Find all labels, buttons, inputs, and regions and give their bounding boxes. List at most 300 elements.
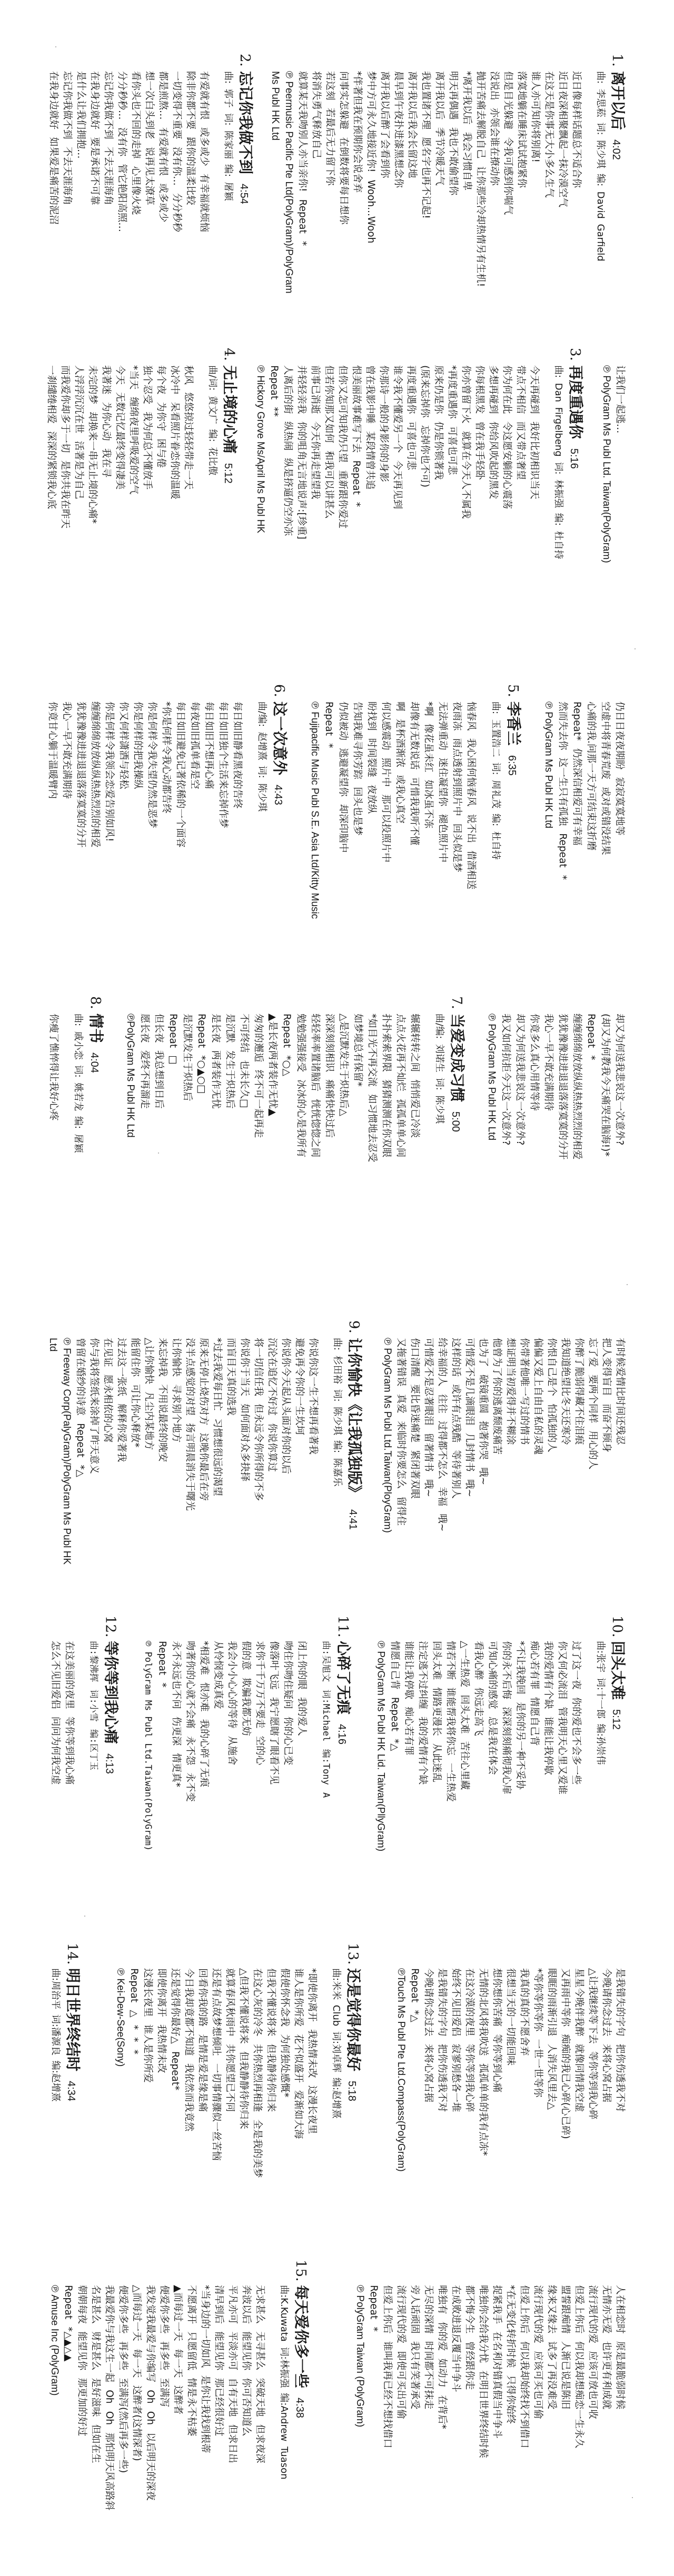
- lyric-line: 又拖著错误 真爱 来临时你要怎么 留得住: [395, 1338, 407, 1526]
- lyric-line: *啊 像花虽未红 如冰虽不冻: [423, 701, 434, 829]
- lyric-line: *当天 缠绵夜里呼吸爱的空气: [128, 365, 139, 495]
- track-number: 7.: [449, 996, 464, 1009]
- lyric-line: 谁人是你所爱 花不似盛开 爱渐如大海: [293, 1968, 304, 2139]
- lyric-line: 流行现代的爱 应该可放也可收: [587, 2285, 598, 2419]
- lyric-line: 过去这一张纸 解释你爱著我: [116, 1338, 127, 1462]
- lyric-line: 痴心若有罪 情愿自己背: [529, 1641, 540, 1746]
- song-heading: [62, 1943, 82, 2221]
- lyric-line: Repeat *: [586, 1014, 597, 1060]
- lyric-line: 你是何样令我领会恋爱告别如风!: [104, 701, 115, 842]
- publisher-credit: ℗ PolyGram Taiwan (PolyGram): [354, 2285, 365, 2428]
- lyric-line: 但爱上你后 谁叫我再已经不想找借口: [382, 2285, 393, 2449]
- lyric-line: 抛开苦痛去解脱自己 让你那些冷却热情另有生机!: [475, 71, 486, 287]
- song-title: 明日世界终结时: [64, 1968, 82, 2072]
- lyric-line: 我著迷 为你心动 我在寻: [101, 365, 112, 478]
- song-credits: 曲: 李思菘 词: 陈少琪 编: David Garfield: [595, 71, 606, 262]
- lyric-line: 这样的话 或许有点残酷 等待著别人: [450, 1338, 461, 1499]
- song-title: 还是觉得你最好: [345, 1968, 362, 2072]
- lyric-line: 你带著他唯一写过的情书: [519, 1338, 530, 1445]
- lyric-line: 但是目光躲避 令我可感到你喘气: [502, 71, 513, 215]
- song-duration: 5:12: [610, 1709, 622, 1730]
- lyric-line: 你说你这一生不想再看著我: [308, 1338, 319, 1455]
- lyric-line: 来忘掉我 不用说最终的晚安: [157, 1338, 168, 1462]
- lyric-line: 旁人话顽固 我只有笑著承受: [409, 2285, 420, 2410]
- song-8-continued-segment: [380, 1338, 627, 1590]
- lyric-line: Repeat *△: [409, 1968, 420, 2022]
- lyric-line: △而每过一天 每一天 这醉者(这情深者): [131, 2285, 142, 2461]
- lyric-line: Repeat *: [368, 2285, 379, 2332]
- lyric-line: 人在相恋时 原是最脆弱时候: [614, 2285, 626, 2410]
- lyric-line: 沉沦在追忆不好过 你说你算过: [266, 1338, 277, 1472]
- lyric-line: 你醉了脆弱得藏不住泪痕: [573, 1338, 584, 1445]
- song-credits: 曲/编: 刘诺生 词: 陈少琪: [434, 1014, 445, 1124]
- song-title: 忘记你我做不到: [237, 71, 254, 175]
- lyric-line: 每个夜 为你守 困与倦: [155, 365, 166, 468]
- lyric-line: 多想再碰到 你给风吹起的黑发: [488, 365, 499, 499]
- lyric-line: 今天 无数记忆最终变得凄美: [114, 365, 125, 490]
- lyric-line: Repeat *○△: [281, 1014, 292, 1076]
- lyric-line: 想证明当初爱得并不糊涂: [505, 1338, 516, 1445]
- lyric-line: 就算某天我吻别人亦当亲你! Repeat *: [297, 71, 308, 246]
- song-1-segment: [268, 54, 627, 324]
- lyric-line: 我又如何抗拒今天这一次意外?: [500, 1014, 511, 1146]
- lyric-line: 你为何在此 令这愿安躺的心震荡: [501, 365, 512, 509]
- track-number: 13.: [345, 1943, 361, 1965]
- lyric-line: 即使你离开 我热情未改: [156, 1968, 167, 2073]
- lyric-line: Repeat *: [156, 1641, 168, 1688]
- song-credits: 曲:K.Kuwata 词:林振强 编:Andrew Tuason: [279, 2285, 290, 2480]
- lyric-line: 是我错失的字句 把你伤透我不对: [437, 1968, 448, 2112]
- track-number: 3.: [567, 348, 583, 361]
- lyric-line: 能留住你 可让你心释放*: [130, 1338, 141, 1448]
- lyric-line: 你是何样的把我操纵: [132, 701, 143, 789]
- song-title: 情书: [87, 1014, 105, 1044]
- lyric-line: △但我不懂说将来 但我静静待你归来: [238, 1968, 249, 2129]
- publisher-credit: ℗ Fujipacific Music Publ S.E. Asia Ltd/Kitty Music: [309, 701, 320, 919]
- lyric-line: 晨早到午夜扑进漆黑想念你: [393, 71, 404, 188]
- lyric-line: 很想当天的一切能回味: [505, 1968, 516, 2066]
- lyric-line: 是沉默发生于炽热后: [182, 1014, 193, 1101]
- song-credits: 曲: 郭子 词: 陈家丽 编: 屠颖: [223, 71, 234, 201]
- lyric-line: 将消失勇气释放自己: [311, 71, 322, 159]
- lyric-line: 避免再令你的一生坎坷: [294, 1338, 305, 1436]
- lyric-line: 我最爱你与我这生一起 Oh Oh 那怕明天风高路斜: [104, 2285, 115, 2511]
- song-duration: 4:04: [88, 1053, 100, 1073]
- lyric-line: 分分秒秒… 没有你 管它艳阳高照…: [116, 71, 127, 232]
- song-heading: [447, 996, 466, 1266]
- song-heading: [565, 348, 584, 618]
- lyric-line: 把人变得盲目 而奋不顾身: [601, 1338, 612, 1452]
- song-title: 再度重遇你: [567, 365, 584, 439]
- lyric-line: 却又为何送我悲哀这一次意外?: [614, 1014, 625, 1146]
- lyric-line: *如目光不再交流 如习惯地去忍受: [366, 1014, 378, 1162]
- lyric-line: 永不永远也不问 伤更深 情更真*: [171, 1641, 182, 1788]
- lyric-line: 原来无停止烧伤对方 这晚你最后在旁: [198, 1338, 209, 1501]
- lyric-line: 你又何必流泪 管我明天心里又爱谁: [557, 1641, 568, 1795]
- lyric-line: 给幸福的人 往往 过得都不怎么 幸福 哦~: [437, 1338, 448, 1532]
- lyric-line: 我心一早不敢充满期待: [543, 1014, 554, 1111]
- lyric-line: 人浮浮沉沉在世 活著是为自己: [73, 365, 84, 499]
- lyric-line: 情愿自己背 Repeat *△: [389, 1641, 400, 1751]
- lyric-line: Repeat *△▲△▲: [63, 2285, 74, 2362]
- song-heading: [607, 54, 627, 324]
- lyric-line: 回头太难 情路更漫长 从此迷乱: [431, 1641, 442, 1782]
- song-title: 离开以后: [609, 71, 627, 131]
- lyric-line: 每日如旧不想再心痛: [203, 701, 214, 789]
- panel-5: [32, 1320, 627, 1590]
- track-number: 6.: [271, 684, 287, 697]
- song-heading: [219, 348, 239, 618]
- lyric-line: 明天再偶遇 我也不敢偷望你: [448, 71, 459, 196]
- lyric-line: 便爱你多些 再多些 至满泻(然后再多一些): [117, 2285, 128, 2473]
- lyric-line: 在这心灰的冷冬 共你热烈再相逢 全是我的美梦: [252, 1968, 263, 2178]
- lyric-line: 无情的北风将我吹送 孤孤单单的我有点冻*: [478, 1968, 489, 2156]
- lyric-line: 仍似被动 逃避凝望你 却深印脑中: [338, 701, 349, 853]
- lyric-line: 是长夜 两者装作无忧: [210, 1014, 221, 1109]
- lyric-line: 我的爱情有个缺 谁能让我停歇: [542, 1641, 554, 1775]
- song-heading: [85, 996, 105, 1266]
- publisher-credit: ℗ PolyGram Ms Publ Ltd. Taiwan(PolyGram): [601, 365, 612, 563]
- publisher-credit: ℗ Freeway Corp(PalyGram)/PolyGram Ms Publ HK: [61, 1338, 72, 1565]
- song-duration: 5:00: [450, 1111, 461, 1132]
- lyric-line: 你那诗一般的身影你的身影: [378, 365, 389, 483]
- lyric-line: 谁人亦可知你将别离!: [530, 71, 541, 163]
- lyric-line: 我发觉我最爱与你编写 Oh Oh 以后明天的深夜: [145, 2285, 156, 2501]
- lyric-line: 盟誓跟痴情 人渐已说是陈旧: [560, 2285, 571, 2410]
- lyric-line: 吻著你的心就不会痛 永不怨 永不变: [184, 1641, 196, 1802]
- lyric-line: 并轻轻亲我 你的咀角无言地说声:[珍重]: [296, 365, 307, 539]
- track-number: 9.: [346, 1320, 362, 1334]
- lyric-line: 是我错失的字句 把你伤透我不对: [614, 1968, 626, 2112]
- song-duration: 4:41: [347, 1509, 359, 1530]
- lyric-line: 唯独有 你的爱 如动力 在背后*: [437, 2285, 448, 2429]
- song-credits: 曲: Dan Firgelbeng 词: 林振强 编: 杜自持: [553, 365, 564, 559]
- lyric-line: 你恨自己是个 怕孤独的人: [546, 1338, 557, 1452]
- lyric-line: 让你愉快 寻求别个地方: [171, 1338, 182, 1443]
- lyric-line: 如梦境总有保留*: [352, 1014, 363, 1087]
- lyrics-block: [44, 365, 195, 618]
- lyric-line: 忘记你我做不到 不去天涯海角: [62, 71, 73, 205]
- lyric-line: 假的意 欺骗我都无妨: [240, 1641, 252, 1736]
- publisher-credit: ℗ PolyGram Ms Publ HK Ltd: [543, 701, 554, 829]
- publisher-credit: ℗ PolyGram Ms Publ HK Ltd: [486, 1014, 497, 1141]
- song-heading: [344, 1320, 363, 1590]
- song-10-segment: [373, 1616, 627, 1893]
- lyric-line: 你又何样潇洒与轻松: [118, 701, 129, 789]
- lyric-line: 我会小小心心的等待 从施舍: [226, 1641, 237, 1766]
- song-7-segment: [123, 996, 466, 1266]
- lyric-line: 问事实怎躲避 在倒数将要每日想你: [338, 71, 349, 225]
- lyric-line: 犹犹豫豫进进退退落落寞寞的分开: [75, 701, 86, 848]
- song-4-segment: [44, 348, 239, 618]
- lyrics-block: [45, 701, 244, 954]
- lyric-line: 独个忍受 我为何总不懂放手: [142, 365, 153, 490]
- lyric-line: 无情亦无爱 也许更有利成就: [601, 2285, 612, 2410]
- lyric-line: 恨美丽故事难写下去 Repeat *: [351, 365, 362, 507]
- lyric-line: 前事已消逝 今天你再走望望我: [310, 365, 321, 499]
- lyric-line: 却又为何送我悲哀这一次意外?: [514, 1014, 526, 1146]
- lyric-line: 是什么让我们拥抱…: [75, 71, 86, 159]
- panel-6: [32, 1616, 627, 1893]
- lyric-line: 曾留在婚纱的诗意 Repeat *△: [75, 1338, 86, 1478]
- song-title: 无止境的心痛: [221, 365, 239, 454]
- panel-8: [32, 2260, 627, 2538]
- lyric-line: 深深刻刻相识 痛痛快快过后: [324, 1014, 335, 1138]
- lyric-line: 求你千千万万不要走 空的心: [254, 1641, 265, 1766]
- lyric-line: Repeat □: [167, 1014, 179, 1065]
- lyric-line: 偏偏又爱上自由自私的灵魂: [532, 1338, 543, 1455]
- lyric-line: 你说你今天起从头面对你的以后: [280, 1338, 291, 1475]
- lyric-line: 都不悔今生 曾经跟你走: [464, 2285, 475, 2390]
- lyric-line: 想你想你苦痛 等你等到心痛: [491, 1968, 502, 2093]
- lyric-line: 还是有点故梦想倾吐 一切事情骤似一丝苦恼: [211, 1968, 222, 2161]
- lyric-line: Repeat △ * * *: [128, 1968, 140, 2054]
- song-13-segment: [113, 1943, 362, 2221]
- lyric-line: 今晚请你念过去 来将心窝占据: [601, 1968, 612, 2102]
- lyric-line: 像落叶飞远 我宁愿瞎了眼看不见: [268, 1641, 280, 1785]
- lyric-line: 辗辗转转之间 悄悄爱已冷淡: [409, 1014, 420, 1138]
- song-duration: 5:18: [346, 2081, 358, 2101]
- lyric-line: 而我爱你却多于一切 是你共我在昨天: [60, 365, 71, 529]
- song-duration: 4:02: [610, 139, 622, 160]
- lyric-line: 人离后的街 纵热闹 纵是挤逼仍空亦冻: [282, 365, 293, 536]
- lyric-line: 看我心醉 你远走高飞: [473, 1641, 484, 1736]
- song-credits: 曲: 杉田裕 词: 陈少琪 编: 陈嘉乐: [332, 1338, 343, 1487]
- track-number: 2.: [237, 54, 253, 67]
- song-15-segment: [47, 2260, 310, 2538]
- lyric-line: 从怜悯变成真爱: [212, 1641, 224, 1709]
- song-5-segment: [308, 684, 522, 954]
- lyric-line: 在这冷漠的夜里 等你等到我心碎: [464, 1968, 475, 2112]
- lyric-line: 你与我将签纸来涂掉了昨天意义: [88, 1338, 100, 1475]
- lyric-line: 忘了爱 要两个同样 用心的人: [587, 1338, 598, 1470]
- lyrics-block: [556, 701, 627, 954]
- song-6-segment: [45, 684, 289, 954]
- scan-speck: [632, 2497, 633, 2498]
- lyric-line: 都是煎熬… 有爱就有恨 或多或少: [157, 71, 168, 223]
- lyric-line: 恼春风 我心困何恼春风 说不出 借酒相送: [465, 701, 477, 890]
- lyrics-block: [73, 1338, 320, 1590]
- lyric-line: 有时候爱情比时间还残忍: [614, 1338, 626, 1445]
- song-title: 这一次意外: [271, 701, 289, 776]
- lyric-line: 再度重遇你 可喜也可悲: [405, 365, 417, 470]
- lyric-line: 在这天是你事无大小多么生气: [543, 71, 554, 198]
- song-duration: 5:16: [568, 448, 580, 469]
- scan-speck: [627, 1284, 628, 1285]
- song-6-continued-segment: [484, 1014, 627, 1266]
- song-title: 心碎了无痕: [335, 1641, 352, 1715]
- lyric-line: *相爱难 恨亦难 我的心碎了无痕: [199, 1641, 210, 1788]
- lyric-line: 流行现代的爱 即使可买出可偷: [395, 2285, 407, 2419]
- lyric-line: 过了这一夜 你的爱也不会多一些: [570, 1641, 582, 1785]
- song-title: 让你愉快《让我孤独版》: [346, 1338, 363, 1500]
- lyric-line: 而盲目天真的选我: [225, 1338, 236, 1416]
- lyric-line: ▲而每过一天 每一天 这醉者: [172, 2285, 183, 2415]
- lyric-line: 你是何样令我失望仍然是恶梦: [146, 701, 157, 828]
- song-duration: 5:12: [222, 463, 234, 484]
- lyric-line: *等你等你等你 一世一世等你: [532, 1968, 543, 2098]
- lyric-line: (原来忘掉你 忘掉你也不可): [419, 365, 430, 488]
- publisher-credit: ℗Touch Ms Publ Pte Ltd.Compass(PolyGram): [395, 1968, 407, 2172]
- lyrics-block: [46, 1014, 61, 1266]
- panel-1: [32, 54, 627, 324]
- lyric-line: 未完的梦 却换来一串无止境的心痛*: [87, 365, 98, 524]
- lyric-line: 但若你知那又如何 和我可以讲甚么: [323, 365, 334, 519]
- lyric-line: 谁令我不懂爱另一个 今天再见到: [392, 365, 403, 509]
- lyric-line: 但长夜 我总想到日后: [153, 1014, 164, 1109]
- lyric-line: 注定逃不过纠缠 我的爱情有个缺: [417, 1641, 428, 1785]
- lyric-line: 近日像每样话题总不适合你: [571, 71, 582, 188]
- publisher-credit: Ms Publ HK Ltd: [270, 71, 281, 141]
- lyric-line: 是沉默 发生于炽热后: [224, 1014, 235, 1109]
- lyric-line: *在无变化转折时候 只得你始终: [505, 2285, 516, 2424]
- publisher-credit: Ltd: [47, 1338, 58, 1352]
- lyric-line: 匆匆的邂逅 终不可一起再走: [253, 1014, 264, 1138]
- lyric-line: 但我不懂说将来 但我静待你归来: [265, 1968, 276, 2112]
- song-11-segment: [141, 1616, 353, 1893]
- lyric-line: △让我继续等下去 等你等到我心碎: [587, 1968, 598, 2120]
- song-title: 回头太难: [609, 1641, 627, 1700]
- lyric-line: 每日如旧静看黑夜的告终: [232, 701, 243, 809]
- lyric-line: 秋风 悠悠掠过轻轻带走一天: [183, 365, 194, 490]
- lyric-line: 梦中方可永久地接近你! Wooh...Wooh: [365, 71, 376, 244]
- lyric-line: ▲是长夜两者装作无忧▲: [267, 1014, 278, 1116]
- lyric-line: 在见证 愿永相依的心窝: [102, 1338, 113, 1443]
- scan-speck: [158, 1152, 159, 1154]
- song-credits: 曲/编: 赵增熹 词: 陈少琪: [256, 701, 267, 812]
- panel-4: [32, 996, 627, 1266]
- song-9-segment: [46, 1320, 363, 1590]
- lyric-line: 情若不断 谁能帮我将你忘 一生热爱: [445, 1641, 456, 1802]
- lyric-line: *过去我爱每日忙 习惯想很远的渴望: [212, 1338, 223, 1496]
- lyrics-block: [127, 1968, 319, 2221]
- lyric-line: 这漫长夜里 谁人是你所爱: [142, 1968, 153, 2083]
- lyric-line: 眼眶的雨渐引退 人消失风里去△: [546, 1968, 557, 2110]
- lyric-line: 星星今晚伴我醉 就像同情我空虚: [573, 1968, 584, 2112]
- lyric-line: *你是何样令我心动都告终: [161, 701, 172, 814]
- lyric-line: 落寞地躺在睡床试试抱紧你: [516, 71, 527, 188]
- lyric-line: 但你又怎可知我仍只望 重新跟你爱过: [337, 365, 348, 529]
- song-8-segment: [46, 996, 105, 1266]
- song-14-continued-segment: [353, 2285, 627, 2538]
- publisher-credit: ℗ Kei-Dew-See(Sony): [115, 1968, 126, 2067]
- lyric-line: 但爱上你后 何以我却始终找不到借口: [519, 2285, 530, 2449]
- lyric-line: 离开我以后我会长留这地: [407, 71, 418, 178]
- track-number: 11.: [335, 1616, 351, 1638]
- lyric-line: 流行现代的爱 应该可买也可偷: [532, 2285, 543, 2419]
- lyric-line: 没说出 亦领会谁在撩动你: [489, 71, 500, 186]
- song-heading: [291, 2260, 310, 2538]
- lyric-line: 始终不见旧爱侣 寂寥别愁各一堆: [450, 1968, 461, 2112]
- lyric-line: (却又为何教我今天痛哭在脑海!)*: [600, 1014, 611, 1157]
- lyric-line: 无法弹重动 迷住凝望你 褪色照片中: [437, 701, 448, 863]
- lyrics-block: [408, 1968, 627, 2221]
- lyric-line: Repeat **: [269, 365, 280, 417]
- lyric-line: Repeat *○▲○□: [196, 1014, 207, 1094]
- lyric-line: *伴著但我在预期你会说舍弃: [352, 71, 363, 193]
- lyric-line: △让你愉快 凡尘内某地方: [143, 1338, 154, 1450]
- lyric-line: 仍日日夜夜期盼 寂寂寞寞地等: [614, 701, 625, 836]
- lyrics-block: [48, 1641, 76, 1893]
- song-title: 当爱变成习惯: [449, 1014, 466, 1102]
- lyric-line: 我真的真的不愿舍弃: [519, 1968, 530, 2056]
- lyric-line: *即使你离开 我热情未改 这漫长夜里: [306, 1968, 318, 2134]
- lyric-line: 将一切信任我 但永远令你所得的不多: [253, 1338, 264, 1501]
- publisher-credit: ℗ Peermusic Pacific Pte Ltd(PolyGram)/PolyGram: [283, 71, 294, 294]
- lyric-line: 便爱你多些 再多些 至满泻: [158, 2285, 170, 2407]
- lyric-line: 轻轻率率置诸脑后 恍恍惚惚之间: [310, 1014, 321, 1158]
- lyric-line: 回看你我的路 是情是爱是缘是痛: [197, 1968, 208, 2112]
- lyric-line: *离开我以后 我会习惯自卑: [461, 71, 472, 191]
- lyric-line: 平凡亦可 平淡亦可 自有天地 但求日出: [227, 2285, 238, 2463]
- lyric-line: 离开我以后醉了会看到你: [379, 71, 390, 178]
- lyric-line: 谁能让我停歇 痴心若有罪: [403, 1641, 414, 1756]
- track-number: 5.: [505, 684, 521, 697]
- lyric-line: 但爱上你后 何以我却想痴恋一生永久: [573, 2285, 584, 2449]
- lyric-line: 你的永不后悔 深深刻刻痛彻我心扉: [501, 1641, 512, 1795]
- lyric-line: 告知我难寻你芳踪 回头也是梦: [352, 701, 363, 836]
- lyrics-block: [295, 71, 583, 324]
- lyric-line: 在这美丽的夜里 等你等到我心痛: [64, 1641, 75, 1785]
- lyric-line: 伤口清醒 要比昏迷痛楚 紧闭著双眼: [409, 1338, 420, 1499]
- lyric-line: 今日我却竟都不知道 我依然而我竟然: [183, 1968, 194, 2132]
- lyrics-block: [613, 365, 627, 618]
- scan-speck: [55, 46, 56, 47]
- scan-speck: [84, 1916, 85, 1917]
- publisher-credit: ℗ PolyGram Ms Publ HK Lid. Taiwan(PllyGram): [375, 1641, 386, 1852]
- song-heading: [343, 1943, 362, 2221]
- lyric-line: 缠缠绵绵放放纵纵热热烈烈的相爱: [90, 701, 101, 848]
- lyric-line: 让我们一起逃…: [614, 365, 626, 434]
- lyric-line: 可惜爱不是几滴眼泪 几封情书 哦~: [464, 1338, 475, 1497]
- song-14-segment: [48, 1943, 82, 2221]
- lyric-line: 缘来又缘去 试多了再没难受: [546, 2285, 557, 2410]
- song-credits: 曲:周治平 词:潘源良 编:赵增熹: [50, 1968, 61, 2102]
- lyric-line: 曾在我影中睡 某段情曾共追: [364, 365, 375, 490]
- lyric-line: 夜雨冻 雨点透射到照片中 回头似是梦: [451, 701, 462, 873]
- lyric-line: 假使你怀念我 为何独处感慨*: [279, 1968, 290, 2098]
- lyrics-block: [366, 2285, 627, 2538]
- song-duration: 6:35: [506, 755, 518, 776]
- lyric-line: 点点火花再不灿烂 孤孤单单心间: [395, 1014, 406, 1158]
- lyric-line: *再度重遇你 可喜也可悲: [447, 365, 458, 475]
- track-number: 14.: [64, 1943, 80, 1965]
- track-number: 10.: [609, 1616, 625, 1638]
- song-heading: [333, 1616, 352, 1893]
- song-heading: [607, 1616, 627, 1893]
- lyrics-block: [388, 1641, 583, 1893]
- lyric-line: Repeat *: [323, 701, 334, 748]
- lyric-line: 怎么不见旧爱侣 问问为何我空虚: [49, 1641, 61, 1785]
- song-heading: [269, 684, 289, 954]
- song-credits: 曲: 戚小恋 词: 姚若龙 编: 屠颖: [73, 1014, 84, 1153]
- lyric-line: 不愿离开 只愿留低 情是永不枯萎: [186, 2285, 197, 2437]
- scan-speck: [635, 648, 636, 649]
- song-heading: [101, 1616, 120, 1893]
- lyrics-block: [267, 365, 541, 618]
- lyric-line: 近日夜深相聚飘起一抹冷漠空气: [557, 71, 568, 208]
- lyric-line: 你亦曾留下火 就算在今天人不属我: [460, 365, 471, 519]
- lyrics-block: [394, 1338, 627, 1590]
- track-number: 12.: [102, 1616, 118, 1638]
- lyric-line: 朝朝每夜 能望见你 那更加的好过: [76, 2285, 87, 2437]
- lyric-line: 没半点感觉的对望 扬言明晨消失于曙光: [184, 1338, 195, 1511]
- lyric-line: 啊 是杯酒渐浓 或我心真空: [394, 701, 405, 824]
- lyric-line: 无尽的深情 时间都不可抹走: [423, 2285, 434, 2410]
- track-number: 8.: [87, 996, 103, 1009]
- lyric-line: 唯独你会给我分忧 在明日世界终结时候: [478, 2285, 489, 2458]
- lyric-line: 扑扑索索界限 猜猜测测在你双眼: [381, 1014, 392, 1158]
